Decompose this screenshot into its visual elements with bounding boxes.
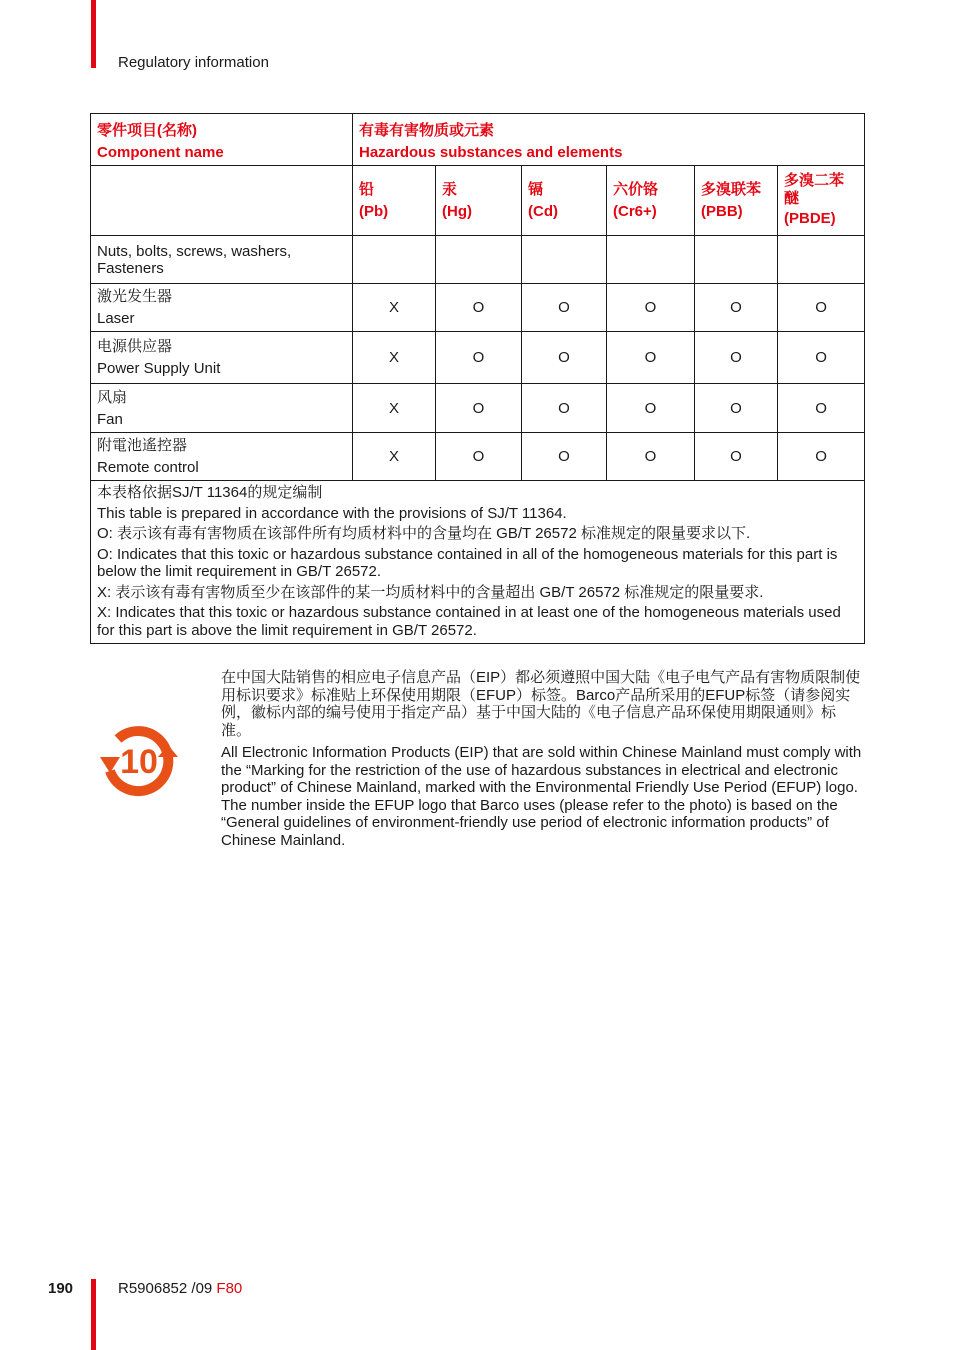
efup-text-zh: 在中国大陆销售的相应电子信息产品（EIP）都必须遵照中国大陆《电子电气产品有害物质限制使用标识要求》标准贴上环保使用期限（EFUP）标签。Barco产品所采用的EFUP标签（请参阅实例，徽标内部的编号使用于指定产品）基于中国大陆的《电子信息产品环保使用期限通则》标准。 (221, 669, 861, 739)
substance-mark: O (695, 433, 778, 481)
substance-mark: X (353, 433, 436, 481)
note-line: O: Indicates that this toxic or hazardous substance contained in all of the homogeneous materials for this part is below the limit requirement in GB/T 26572. (97, 545, 838, 580)
note-line: 本表格依据SJ/T 11364的规定编制 (97, 484, 323, 501)
substance-mark: O (695, 332, 778, 384)
table-row (91, 384, 865, 433)
hazardous-substances-header-zh: 有毒有害物质或元素 (359, 121, 495, 139)
substance-code: (Cr6+) (613, 202, 657, 220)
substance-mark (778, 236, 865, 284)
empty-header-cell (91, 166, 353, 236)
substance-mark: O (436, 332, 522, 384)
hazardous-substances-table (90, 113, 865, 644)
component-name-en: Fan (97, 410, 123, 428)
substance-code: (PBDE) (784, 209, 836, 227)
component-name-header-en: Component name (97, 143, 224, 161)
substance-mark: O (607, 332, 695, 384)
substance-code: (Cd) (528, 202, 558, 220)
note-line: O: 表示该有毒有害物质在该部件所有均质材料中的含量均在 GB/T 26572 标准规定的限量要求以下. (97, 525, 751, 542)
table-row (91, 433, 865, 481)
substance-mark: X (353, 284, 436, 332)
substance-mark (695, 236, 778, 284)
substance-name-zh: 铅 (359, 180, 375, 198)
substance-mark: O (436, 284, 522, 332)
substance-mark: X (353, 384, 436, 433)
substance-code: (PBB) (701, 202, 743, 220)
table-row (91, 236, 865, 284)
component-name (91, 284, 353, 332)
substance-name-zh: 镉 (528, 180, 544, 198)
document-reference (118, 1280, 242, 1297)
note-line: X: 表示该有毒有害物质至少在该部件的某一均质材料中的含量超出 GB/T 26572 标准规定的限量要求. (97, 583, 764, 601)
component-name (91, 236, 353, 284)
component-name (91, 384, 353, 433)
substance-mark: O (436, 433, 522, 481)
substance-mark: O (522, 332, 607, 384)
note-line: X: Indicates that this toxic or hazardous substance contained in at least one of the homogeneous materials used for this part is above the limit requirement in GB/T 26572. (97, 604, 841, 639)
table-notes (91, 481, 865, 644)
page-number: 190 (48, 1280, 74, 1297)
component-name-zh: 电源供应器 (97, 338, 173, 355)
substance-mark: O (522, 384, 607, 433)
section-title: Regulatory information (118, 54, 269, 71)
component-name-en: Laser (97, 310, 135, 327)
component-name (91, 433, 353, 481)
component-name-en: Power Supply Unit (97, 360, 221, 377)
substance-mark (436, 236, 522, 284)
substance-mark (522, 236, 607, 284)
substance-name-zh: 汞 (442, 180, 458, 198)
component-name-zh: 附電池遙控器 (97, 437, 188, 454)
substance-mark: O (522, 433, 607, 481)
substance-header (353, 166, 436, 236)
substance-mark: O (695, 384, 778, 433)
document-code: F80 (216, 1280, 243, 1297)
substance-mark: O (522, 284, 607, 332)
component-name-header (91, 114, 353, 166)
substance-name-zh: 多溴联苯 (701, 180, 762, 198)
substance-header (695, 166, 778, 236)
substance-mark: O (778, 433, 865, 481)
substance-mark: X (353, 332, 436, 384)
substance-header (778, 166, 865, 236)
hazardous-substances-header (353, 114, 865, 166)
substance-header (436, 166, 522, 236)
component-name-en: Remote control (97, 459, 199, 476)
substance-name-zh: 六价铬 (613, 180, 659, 198)
substance-mark: O (607, 433, 695, 481)
substance-mark (353, 236, 436, 284)
component-name-header-zh: 零件项目(名称) (97, 121, 197, 139)
substance-mark (607, 236, 695, 284)
substance-mark: O (695, 284, 778, 332)
substance-mark: O (778, 284, 865, 332)
substance-code: (Hg) (442, 202, 472, 220)
note-line: This table is prepared in accordance with the provisions of SJ/T 11364. (97, 504, 567, 522)
component-name-zh: 激光发生器 (97, 288, 173, 305)
component-name-en: Nuts, bolts, screws, washers, Fasteners (97, 242, 292, 277)
efup-logo-number: 10 (120, 743, 158, 781)
hazardous-substances-header-en: Hazardous substances and elements (359, 143, 623, 161)
substance-mark: O (778, 332, 865, 384)
efup-10-logo-icon (96, 723, 182, 799)
table-row (91, 332, 865, 384)
substance-mark: O (436, 384, 522, 433)
table-row (91, 284, 865, 332)
component-name-zh: 风扇 (97, 388, 128, 406)
document-number: R5906852 /09 (118, 1280, 213, 1297)
component-name (91, 332, 353, 384)
substance-code: (Pb) (359, 202, 389, 220)
substance-header (522, 166, 607, 236)
efup-text-en: All Electronic Information Products (EIP) that are sold within Chinese Mainland must comply with the “Marking for the restriction of the use of hazardous substances in electrical and electronic product” of Chinese Mainland, marked with the Environmental Friendly Use Period (EFUP) logo. The number inside the EFUP logo that Barco uses (please refer to the photo) is based on the “General guidelines of environment-friendly use period of electronic information products” of Chinese Mainland. (221, 744, 862, 849)
substance-name-zh: 多溴二苯醚 (784, 171, 845, 207)
header-accent-bar (91, 0, 96, 68)
efup-description (221, 669, 863, 854)
substance-mark: O (607, 284, 695, 332)
substance-header (607, 166, 695, 236)
footer-accent-bar (91, 1279, 96, 1350)
substance-mark: O (607, 384, 695, 433)
substance-mark: O (778, 384, 865, 433)
